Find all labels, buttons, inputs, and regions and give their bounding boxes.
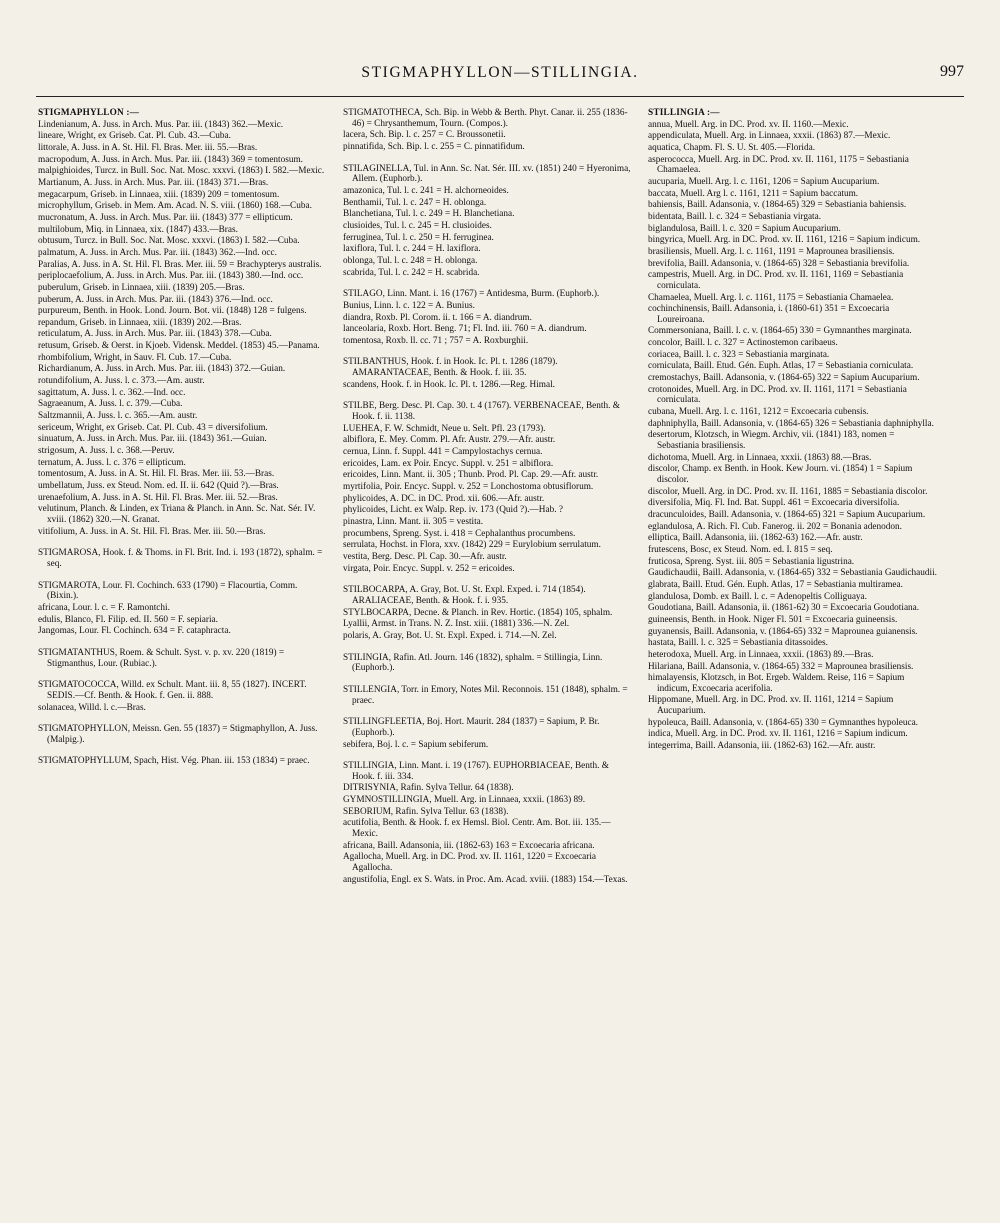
index-subentry: aucuparia, Muell. Arg. l. c. 1161, 1206 = Sapium Aucuparium.: [648, 176, 880, 187]
index-subentry: Martianum, A. Juss. in Arch. Mus. Par. iii. (1843) 371.—Bras.: [38, 177, 269, 188]
index-subentry: microphyllum, Griseb. in Mem. Am. Acad. N. S. viii. (1860) 168.—Cuba.: [38, 201, 312, 212]
column-left: [38, 108, 328, 1208]
index-entry: STIGMATOCOCCA, Willd. ex Schult. Mant. iii. 8, 55 (1827). INCERT. SEDIS.—Cf. Benth. & Hook. f. Gen. ii. 888.: [38, 680, 307, 701]
index-subentry: sagittatum, A. Juss. l. c. 362.—Ind. occ.: [38, 387, 186, 398]
index-subentry: elliptica, Baill. Adansonia, iii. (1862-63) 162.—Afr. austr.: [648, 533, 863, 544]
index-subentry: ericoides, Lam. ex Poir. Encyc. Suppl. v. 251 = albiflora.: [343, 458, 554, 469]
index-subentry: aquatica, Chapm. Fl. S. U. St. 405.—Florida.: [648, 142, 816, 153]
index-subentry: Goudotiana, Baill. Adansonia, ii. (1861-62) 30 = Excoecaria Goudotiana.: [648, 603, 920, 614]
index-subentry: obtusum, Turcz. in Bull. Soc. Nat. Mosc. xxxvi. (1863) I. 582.—Cuba.: [38, 236, 300, 247]
index-entry: STILLINGIA, Linn. Mant. i. 19 (1767). EUPHORBIACEAE, Benth. & Hook. f. iii. 334.: [343, 761, 609, 782]
index-subentry: lacera, Sch. Bip. l. c. 257 = C. Broussonetii.: [343, 130, 506, 141]
index-subentry: albiflora, E. Mey. Comm. Pl. Afr. Austr. 279.—Afr. austr.: [343, 435, 556, 446]
index-subentry: laxiflora, Tul. l. c. 244 = H. laxiflora.: [343, 244, 481, 255]
index-subentry: concolor, Baill. l. c. 327 = Actinostemon caribaeus.: [648, 338, 838, 349]
index-subentry: glabrata, Baill. Etud. Gén. Euph. Atlas, 17 = Sebastiania multiramea.: [648, 579, 903, 590]
header-rule: [36, 96, 964, 97]
index-subentry: malpighioides, Turcz. in Bull. Soc. Nat. Mosc. xxxvi. (1863) I. 582.—Mexic.: [38, 166, 325, 177]
index-entry: STILBANTHUS, Hook. f. in Hook. Ic. Pl. t. 1286 (1879). AMARANTACEAE, Benth. & Hook. f. iii. 35.: [343, 357, 558, 379]
index-subentry: fruticosa, Spreng. Syst. iii. 805 = Sebastiania ligustrina.: [648, 556, 855, 567]
running-head: STIGMAPHYLLON—STILLINGIA.: [361, 64, 639, 81]
index-subentry: asperococca, Muell. Arg. in DC. Prod. xv. II. 1161, 1175 = Sebastiania Chamaelea.: [648, 154, 909, 176]
index-subentry: Chamaelea, Muell. Arg. l. c. 1161, 1175 = Sebastiania Chamaelea.: [648, 292, 894, 303]
index-subentry: polaris, A. Gray, Bot. U. St. Expl. Exped. i. 714.—N. Zel.: [343, 630, 557, 641]
index-subentry: puberum, A. Juss. in Arch. Mus. Par. iii. (1843) 376.—Ind. occ.: [38, 294, 273, 305]
index-subentry: guyanensis, Baill. Adansonia, v. (1864-65) 332 = Maprounea guianensis.: [648, 626, 918, 637]
index-entry: STIGMATANTHUS, Roem. & Schult. Syst. v. p. xv. 220 (1819) = Stigmanthus, Lour. (Rubiac.).: [38, 647, 285, 669]
index-subentry: mucronatum, A. Juss. in Arch. Mus. Par. iii. (1843) 377 = ellipticum.: [38, 212, 293, 223]
index-subentry: megacarpum, Griseb. in Linnaea, xiii. (1839) 209 = tomentosum.: [38, 189, 280, 200]
index-subentry: repandum, Griseb. in Linnaea, xiii. (1839) 202.—Bras.: [38, 317, 242, 328]
index-entry: STILAGINELLA, Tul. in Ann. Sc. Nat. Sér. III. xv. (1851) 240 = Hyeronima, Allem. (Euphorb.).: [343, 163, 631, 185]
index-subentry: frutescens, Bosc, ex Steud. Nom. ed. I. 815 = seq.: [648, 544, 833, 555]
index-subentry: bingyrica, Muell. Arg. in DC. Prod. xv. II. 1161, 1216 = Sapium indicum.: [648, 235, 921, 246]
index-subentry: LUEHEA, F. W. Schmidt, Neue u. Selt. Pfl. 23 (1793).: [343, 423, 546, 434]
index-subentry: guineensis, Benth. in Hook. Niger Fl. 501 = Excoecaria guineensis.: [648, 614, 898, 625]
index-subentry: umbellatum, Juss. ex Steud. Nom. ed. II. ii. 642 (Quid ?).—Bras.: [38, 481, 279, 491]
index-subentry: strigosum, A. Juss. l. c. 368.—Peruv.: [38, 446, 175, 457]
index-subentry: coriacea, Baill. l. c. 323 = Sebastiania marginata.: [648, 349, 830, 360]
index-subentry: vitifolium, A. Juss. in A. St. Hil. Fl. Bras. Mer. iii. 50.—Bras.: [38, 526, 266, 537]
index-subentry: macropodum, A. Juss. in Arch. Mus. Par. iii. (1843) 369 = tomentosum.: [38, 154, 303, 165]
index-entry: STIGMAROTA, Lour. Fl. Cochinch. 633 (1790) = Flacourtia, Comm. (Bixin.).: [38, 580, 298, 602]
index-subentry: vestita, Berg. Desc. Pl. Cap. 30.—Afr. austr.: [343, 551, 507, 562]
index-subentry: cremostachys, Baill. Adansonia, v. (1864-65) 322 = Sapium Aucuparium.: [648, 373, 920, 384]
index-subentry: Bunius, Linn. l. c. 122 = A. Bunius.: [343, 300, 475, 311]
index-subentry: DITRISYNIA, Rafin. Sylva Tellur. 64 (1838).: [343, 783, 514, 794]
index-entry: STIGMAPHYLLON :—: [38, 108, 140, 118]
index-subentry: STYLBOCARPA, Decne. & Planch. in Rev. Hortic. (1854) 105, sphalm.: [343, 607, 613, 618]
index-subentry: Jangomas, Lour. Fl. Cochinch. 634 = F. cataphracta.: [38, 626, 231, 637]
index-subentry: GYMNOSTILLINGIA, Muell. Arg. in Linnaea, xxxii. (1863) 89.: [343, 795, 586, 806]
index-subentry: puberulum, Griseb. in Linnaea, xiii. (1839) 205.—Bras.: [38, 282, 245, 293]
index-subentry: ericoides, Linn. Mant. ii. 305 ; Thunb. Prod. Pl. Cap. 29.—Afr. austr.: [343, 470, 599, 481]
index-subentry: bidentata, Baill. l. c. 324 = Sebastiania virgata.: [648, 211, 822, 222]
index-subentry: purpureum, Benth. in Hook. Lond. Journ. Bot. vii. (1848) 128 = fulgens.: [38, 306, 307, 317]
index-subentry: daphniphylla, Baill. Adansonia, v. (1864-65) 326 = Sebastiania daphniphylla.: [648, 418, 934, 429]
column-middle: [343, 108, 633, 1208]
index-subentry: littorale, A. Juss. in A. St. Hil. Fl. Bras. Mer. iii. 55.—Bras.: [38, 142, 258, 153]
index-entry: STILBOCARPA, A. Gray, Bot. U. St. Expl. Exped. i. 714 (1854). ARALIACEAE, Benth. & Hook. f. i. 935.: [343, 585, 586, 606]
index-subentry: Hilariana, Baill. Adansonia, v. (1864-65) 332 = Maprounea brasiliensis.: [648, 661, 914, 672]
index-subentry: angustifolia, Engl. ex S. Wats. in Proc. Am. Acad. xviii. (1883) 154.—Texas.: [343, 874, 628, 885]
index-subentry: Saltzmannii, A. Juss. l. c. 365.—Am. austr.: [38, 411, 198, 422]
index-subentry: baccata, Muell. Arg l. c. 1161, 1211 = Sapium baccatum.: [648, 188, 859, 199]
index-subentry: eglandulosa, A. Rich. Fl. Cub. Fanerog. ii. 202 = Bonania adenodon.: [648, 521, 902, 532]
index-subentry: integerrima, Baill. Adansonia, iii. (1862-63) 162.—Afr. austr.: [648, 741, 876, 752]
index-subentry: serrulata, Hochst. in Flora, xxv. (1842) 229 = Eurylobium serrulatum.: [343, 540, 601, 551]
index-subentry: lanceolaria, Roxb. Hort. Beng. 71; Fl. Ind. iii. 760 = A. diandrum.: [343, 324, 587, 335]
index-subentry: Gaudichaudii, Baill. Adansonia, v. (1864-65) 332 = Sebastiania Gaudichaudii.: [648, 568, 937, 579]
index-subentry: SEBORIUM, Rafin. Sylva Tellur. 63 (1838).: [343, 806, 509, 817]
index-subentry: Hippomane, Muell. Arg. in DC. Prod. xv. II. 1161, 1214 = Sapium Aucuparium.: [648, 695, 894, 717]
index-entry: STILLINGFLEETIA, Boj. Hort. Maurit. 284 (1837) = Sapium, P. Br. (Euphorb.).: [343, 717, 600, 738]
column-right: [648, 108, 938, 1208]
index-subentry: phylicoides, A. DC. in DC. Prod. xii. 606.—Afr. austr.: [343, 493, 545, 504]
index-subentry: bahiensis, Baill. Adansonia, v. (1864-65) 329 = Sebastiania bahiensis.: [648, 200, 907, 211]
index-subentry: phylicoides, Licht. ex Walp. Rep. iv. 173 (Quid ?).—Hab. ?: [343, 505, 563, 516]
index-entry: STIGMATOTHECA, Sch. Bip. in Webb & Berth. Phyt. Canar. ii. 255 (1836-46) = Chrysanthemum, Tourn. (Compos.).: [343, 108, 628, 129]
index-subentry: rhombifolium, Wright, in Sauv. Fl. Cub. 17.—Cuba.: [38, 352, 232, 363]
index-subentry: lineare, Wright, ex Griseb. Cat. Pl. Cub. 43.—Cuba.: [38, 131, 231, 142]
index-subentry: cernua, Linn. f. Suppl. 441 = Campylostachys cernua.: [343, 447, 543, 458]
index-entry: STILAGO, Linn. Mant. i. 16 (1767) = Antidesma, Burm. (Euphorb.).: [343, 289, 600, 300]
index-subentry: multilobum, Miq. in Linnaea, xix. (1847) 433.—Bras.: [38, 224, 238, 235]
index-subentry: palmatum, A. Juss. in Arch. Mus. Par. iii. (1843) 362.—Ind. occ.: [38, 247, 277, 258]
index-subentry: rotundifolium, A. Juss. l. c. 373.—Am. austr.: [38, 376, 205, 387]
index-subentry: cubana, Muell. Arg. l. c. 1161, 1212 = Excoecaria cubensis.: [648, 407, 869, 418]
index-entry: STILLINGIA :—: [648, 108, 720, 118]
index-subentry: velutinum, Planch. & Linden, ex Triana & Planch. in Ann. Sc. Nat. Sér. IV. xviii. (1862) 320.—N. Granat.: [38, 504, 316, 525]
index-subentry: urenaefolium, A. Juss. in A. St. Hil. Fl. Bras. Mer. iii. 52.—Bras.: [38, 492, 278, 503]
index-subentry: ferruginea, Tul. l. c. 250 = H. ferruginea.: [343, 232, 494, 243]
index-subentry: diversifolia, Miq. Fl. Ind. Bat. Suppl. 461 = Excoecaria diversifolia.: [648, 498, 900, 509]
index-entry: STIGMATOPHYLLUM, Spach, Hist. Vég. Phan. iii. 153 (1834) = praec.: [38, 756, 310, 767]
index-subentry: cochinchinensis, Baill. Adansonia, i. (1860-61) 351 = Excoecaria Loureiroana.: [648, 304, 890, 325]
index-subentry: annua, Muell. Arg. in DC. Prod. xv. II. 1160.—Mexic.: [648, 119, 849, 130]
index-subentry: hastata, Baill. l. c. 325 = Sebastiania ditassoides.: [648, 638, 828, 649]
index-subentry: corniculata, Baill. Etud. Gén. Euph. Atlas, 17 = Sebastiania corniculata.: [648, 361, 914, 372]
index-subentry: discolor, Champ. ex Benth. in Hook. Kew Journ. vi. (1854) 1 = Sapium discolor.: [648, 464, 913, 485]
index-subentry: Agallocha, Muell. Arg. in DC. Prod. xv. II. 1161, 1220 = Excoecaria Agallocha.: [343, 852, 597, 874]
index-subentry: himalayensis, Klotzsch, in Bot. Ergeb. Waldem. Reise, 116 = Sapium indicum, Excoecaria acerifolia.: [648, 673, 905, 694]
index-subentry: tomentosa, Roxb. ll. cc. 71 ; 757 = A. Roxburghii.: [343, 335, 529, 346]
index-subentry: retusum, Griseb. & Oerst. in Kjoeb. Vidensk. Meddel. (1853) 45.—Panama.: [38, 341, 320, 352]
index-subentry: acutifolia, Benth. & Hook. f. ex Hemsl. Biol. Centr. Am. Bot. iii. 135.—Mexic.: [343, 818, 611, 840]
index-subentry: Lyallii, Armst. in Trans. N. Z. Inst. xiii. (1881) 336.—N. Zel.: [343, 619, 570, 630]
index-subentry: sericeum, Wright, ex Griseb. Cat. Pl. Cub. 43 = diversifolium.: [38, 422, 268, 433]
index-entry: STIGMAROSA, Hook. f. & Thoms. in Fl. Brit. Ind. i. 193 (1872), sphalm. = seq.: [38, 548, 323, 569]
index-subentry: Benthamii, Tul. l. c. 247 = H. oblonga.: [343, 197, 487, 208]
index-entry: STIGMATOPHYLLON, Meissn. Gen. 55 (1837) = Stigmaphyllon, A. Juss. (Malpig.).: [38, 724, 318, 745]
index-subentry: crotonoides, Muell. Arg. in DC. Prod. xv. II. 1161, 1171 = Sebastiania corniculata.: [648, 384, 907, 406]
index-subentry: scabrida, Tul. l. c. 242 = H. scabrida.: [343, 267, 480, 278]
page-number: 997: [940, 63, 964, 80]
index-subentry: indica, Muell. Arg. in DC. Prod. xv. II. 1161, 1216 = Sapium indicum.: [648, 729, 908, 740]
index-subentry: procumbens, Spreng. Syst. i. 418 = Cephalanthus procumbens.: [343, 528, 576, 539]
index-subentry: myrtifolia, Poir. Encyc. Suppl. v. 252 = Lonchostoma obtusiflorum.: [343, 482, 594, 493]
index-subentry: brasiliensis, Muell. Arg. l. c. 1161, 1191 = Maprounea brasiliensis.: [648, 246, 895, 257]
index-subentry: pinastra, Linn. Mant. ii. 305 = vestita.: [343, 517, 484, 527]
index-subentry: heterodoxa, Muell. Arg. in Linnaea, xxxii. (1863) 89.—Bras.: [648, 649, 874, 660]
index-subentry: sinuatum, A. Juss. in Arch. Mus. Par. iii. (1843) 361.—Guian.: [38, 434, 267, 445]
index-subentry: scandens, Hook. f. in Hook. Ic. Pl. t. 1286.—Reg. Himal.: [343, 379, 555, 390]
index-subentry: clusioides, Tul. l. c. 245 = H. clusioides.: [343, 220, 492, 231]
index-subentry: ternatum, A. Juss. l. c. 376 = ellipticum.: [38, 457, 186, 468]
index-entry: STILLENGIA, Torr. in Emory, Notes Mil. Reconnois. 151 (1848), sphalm. = praec.: [343, 684, 628, 706]
index-subentry: appendiculata, Muell. Arg. in Linnaea, xxxii. (1863) 87.—Mexic.: [648, 131, 891, 142]
index-subentry: Lindenianum, A. Juss. in Arch. Mus. Par. iii. (1843) 362.—Mexic.: [38, 119, 284, 130]
index-entry: STILBE, Berg. Desc. Pl. Cap. 30. t. 4 (1767). VERBENACEAE, Benth. & Hook. f. ii. 1138.: [343, 401, 620, 423]
index-subentry: diandra, Roxb. Pl. Corom. ii. t. 166 = A. diandrum.: [343, 312, 532, 323]
index-subentry: campestris, Muell. Arg. in DC. Prod. xv. II. 1161, 1169 = Sebastiania corniculata.: [648, 270, 904, 291]
index-subentry: biglandulosa, Baill. l. c. 320 = Sapium Aucuparium.: [648, 223, 841, 234]
index-subentry: pinnatifida, Sch. Bip. l. c. 255 = C. pinnatifidum.: [343, 141, 525, 152]
index-subentry: amazonica, Tul. l. c. 241 = H. alchorneoides.: [343, 185, 509, 196]
index-subentry: discolor, Muell. Arg. in DC. Prod. xv. II. 1161, 1885 = Sebastiania discolor.: [648, 486, 928, 497]
index-subentry: Blanchetiana, Tul. l. c. 249 = H. Blanchetiana.: [343, 209, 515, 220]
index-subentry: reticulatum, A. Juss. in Arch. Mus. Par. iii. (1843) 378.—Cuba.: [38, 329, 272, 340]
index-subentry: brevifolia, Baill. Adansonia, v. (1864-65) 328 = Sebastiania brevifolia.: [648, 258, 910, 269]
index-subentry: hypoleuca, Baill. Adansonia, v. (1864-65) 330 = Gymnanthes hypoleuca.: [648, 717, 918, 728]
index-subentry: oblonga, Tul. l. c. 248 = H. oblonga.: [343, 255, 478, 266]
index-subentry: tomentosum, A. Juss. in A. St. Hil. Fl. Bras. Mer. iii. 53.—Bras.: [38, 469, 275, 480]
index-subentry: africana, Lour. l. c. = F. Ramontchi.: [38, 602, 170, 613]
index-subentry: Commersoniana, Baill. l. c. v. (1864-65) 330 = Gymnanthes marginata.: [648, 326, 912, 337]
index-subentry: Paralias, A. Juss. in A. St. Hil. Fl. Bras. Mer. iii. 59 = Brachypterys australis.: [38, 259, 322, 270]
index-subentry: desertorum, Klotzsch, in Wiegm. Archiv, vii. (1841) 183, nomen = Sebastiania brasiliensis.: [648, 430, 895, 452]
index-subentry: periplocaefolium, A. Juss. in Arch. Mus. Par. iii. (1843) 380.—Ind. occ.: [38, 271, 304, 282]
index-entry: STILINGIA, Rafin. Atl. Journ. 146 (1832), sphalm. = Stillingia, Linn. (Euphorb.).: [343, 652, 603, 674]
index-subentry: solanacea, Willd. l. c.—Bras.: [38, 702, 146, 713]
index-subentry: africana, Baill. Adansonia, iii. (1862-63) 163 = Excoecaria africana.: [343, 840, 595, 851]
index-subentry: Richardianum, A. Juss. in Arch. Mus. Par. iii. (1843) 372.—Guian.: [38, 364, 286, 375]
index-subentry: Sagraeanum, A. Juss. l. c. 379.—Cuba.: [38, 399, 183, 410]
index-subentry: sebifera, Boj. l. c. = Sapium sebiferum.: [343, 739, 489, 750]
index-subentry: edulis, Blanco, Fl. Filip. ed. II. 560 = F. sepiaria.: [38, 614, 218, 625]
index-subentry: glandulosa, Domb. ex Baill. l. c. = Adenopeltis Colliguaya.: [648, 591, 867, 602]
index-subentry: dichotoma, Muell. Arg. in Linnaea, xxxii. (1863) 88.—Bras.: [648, 452, 872, 463]
index-subentry: virgata, Poir. Encyc. Suppl. v. 252 = ericoides.: [343, 563, 515, 574]
index-subentry: dracunculoides, Baill. Adansonia, v. (1864-65) 321 = Sapium Aucuparium.: [648, 509, 926, 520]
